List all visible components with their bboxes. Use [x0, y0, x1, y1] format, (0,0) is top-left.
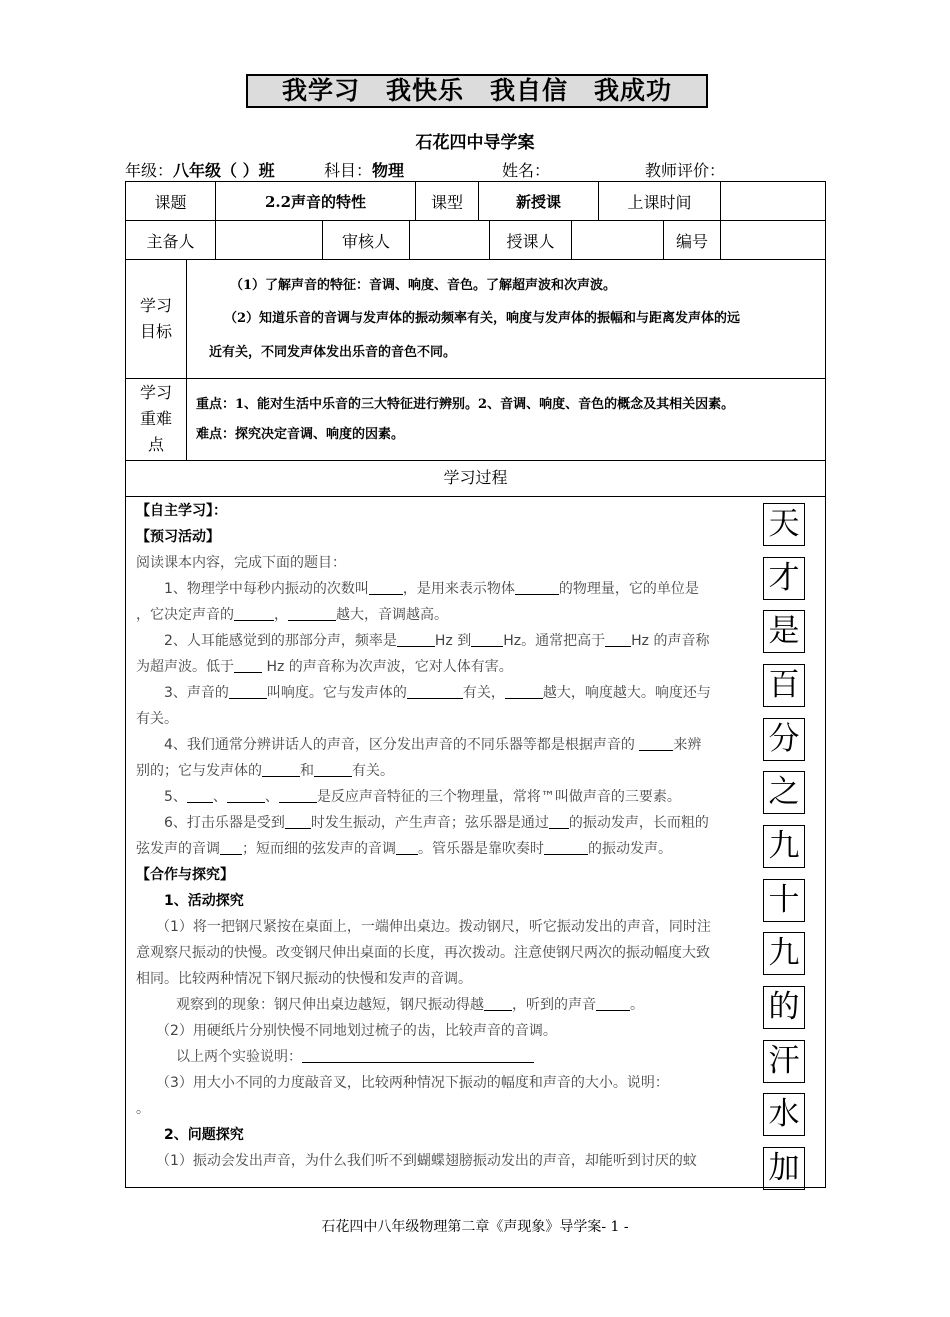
motto-banner: [246, 74, 708, 108]
blank[interactable]: [279, 787, 317, 803]
side-char: 九: [763, 825, 805, 868]
side-char: 之: [763, 771, 805, 814]
side-char: 才: [763, 557, 805, 600]
question-1b: ，它决定声音的 ， 越大，音调越高。: [136, 607, 448, 623]
meta-table-2: [125, 220, 826, 260]
blank[interactable]: [605, 631, 631, 647]
side-char: 百: [763, 664, 805, 707]
time-label: 上课时间: [599, 182, 721, 221]
keypoints-section: [125, 378, 826, 461]
question-6b: 弦发声的音调 ；短而细的弦发声的音调 。管乐器是靠吹奏时 的振动发声。: [136, 841, 672, 857]
side-char: 加: [763, 1147, 805, 1190]
preparer-value: [216, 221, 323, 260]
dot-line: 。: [136, 1101, 150, 1117]
question-5: 5、 、 、 是反应声音特征的三个物理量，常将™叫做声音的三要素。: [164, 789, 681, 805]
topic-label: 课题: [126, 182, 216, 221]
heading-problem: 2、问题探究: [164, 1127, 244, 1143]
blank[interactable]: [549, 813, 569, 829]
question-3b: 有关。: [136, 711, 178, 727]
blank[interactable]: [229, 683, 267, 699]
blank[interactable]: [639, 735, 673, 751]
experiment-1b: 意观察尺振动的快慢。改变钢尺伸出桌面的长度，再次拨动。注意使钢尺两次的振动幅度大致: [136, 945, 710, 961]
blank[interactable]: [234, 605, 274, 621]
keypoint-line-2: 难点：探究决定音调、响度的因素。: [196, 427, 405, 442]
blank[interactable]: [220, 839, 242, 855]
motto-3: 我自信: [490, 76, 569, 105]
reviewer-label: 审核人: [323, 221, 410, 260]
side-char: 汗: [763, 1040, 805, 1083]
blank[interactable]: [596, 995, 630, 1011]
side-char: 的: [763, 986, 805, 1029]
question-2a: 2、人耳能感觉到的那部分声，频率是 Hz 到 Hz。通常把高于 Hz 的声音称: [164, 633, 710, 649]
blank[interactable]: [285, 813, 311, 829]
process-title: 学习过程: [125, 460, 826, 497]
goal-line-2: （2）知道乐音的音调与发声体的振动频率有关，响度与发声体的振幅和与距离发声体的远: [224, 311, 741, 326]
type-label: 课型: [416, 182, 479, 221]
side-char: 天: [763, 503, 805, 546]
number-label: 编号: [664, 221, 721, 260]
keypoints-label: 学习重难点: [126, 378, 187, 460]
blank[interactable]: [471, 631, 503, 647]
motto-2: 我快乐: [385, 76, 464, 105]
goals-label: 学习目标: [126, 259, 187, 378]
blank[interactable]: [187, 787, 213, 803]
conclusion: 以上两个实验说明：: [136, 1044, 751, 1070]
subject-field: 科目：物理: [324, 161, 405, 180]
experiment-3: （3）用大小不同的力度敲音叉，比较两种情况下振动的幅度和声音的大小。说明：: [156, 1075, 669, 1091]
side-char: 九: [763, 932, 805, 975]
motto-4: 我成功: [594, 76, 673, 105]
blank[interactable]: [397, 631, 435, 647]
blank[interactable]: [314, 761, 352, 777]
blank[interactable]: [515, 579, 559, 595]
blank[interactable]: [396, 839, 418, 855]
question-1a: 1、物理学中每秒内振动的次数叫 ，是用来表示物体 的物理量，它的单位是: [164, 581, 699, 597]
preparer-label: 主备人: [126, 221, 216, 260]
time-value: [721, 182, 826, 221]
grade-field: 年级：八年级（ ）班: [125, 161, 275, 180]
question-6a: 6、打击乐器是受到 时发生振动，产生声音；弦乐器是通过 的振动发声，长而粗的: [164, 815, 709, 831]
question-2b: 为超声波。低于 Hz 的声音称为次声波，它对人体有害。: [136, 659, 513, 675]
school-title: 石花四中导学案: [415, 133, 535, 153]
experiment-2: （2）用硬纸片分别快慢不同地划过梳子的齿，比较声音的音调。: [156, 1023, 557, 1039]
blank[interactable]: [407, 683, 463, 699]
intro-text: 阅读课本内容，完成下面的题目：: [136, 555, 346, 571]
question-3a: 3、声音的 叫响度。它与发声体的 有关， 越大，响度越大。响度还与: [164, 685, 711, 701]
question-4b: 别的；它与发声体的 和 有关。: [136, 763, 394, 779]
lecturer-value: [572, 221, 664, 260]
type-value: 新授课: [479, 182, 599, 221]
name-field: 姓名：: [502, 161, 551, 180]
blank[interactable]: [544, 839, 588, 855]
heading-preview: 【预习活动】: [136, 529, 220, 545]
teacher-eval-field: 教师评价：: [645, 161, 726, 180]
process-body: [125, 496, 826, 1188]
blank[interactable]: [262, 761, 300, 777]
blank[interactable]: [288, 605, 336, 621]
side-char: 是: [763, 610, 805, 653]
topic-value: 2.2声音的特性: [216, 182, 416, 221]
page-footer: 石花四中八年级物理第二章《声现象》导学案- 1 -: [321, 1219, 629, 1235]
goal-line-3: 近有关，不同发声体发出乐音的音色不同。: [209, 345, 457, 360]
meta-table: [125, 181, 826, 221]
lecturer-label: 授课人: [490, 221, 572, 260]
heading-activity: 1、活动探究: [164, 893, 244, 909]
heading-cooperation: 【合作与探究】: [136, 867, 234, 883]
side-char: 水: [763, 1093, 805, 1136]
goals-section: [125, 259, 826, 379]
experiment-1a: （1）将一把钢尺紧按在桌面上，一端伸出桌边。拨动钢尺，听它振动发出的声音，同时注: [156, 919, 711, 935]
number-value: [721, 221, 826, 260]
problem-1: （1）振动会发出声音，为什么我们听不到蝴蝶翅膀振动发出的声音，却能听到讨厌的蚊: [156, 1153, 697, 1169]
keypoint-line-1: 重点：1、能对生活中乐音的三大特征进行辨别。2、音调、响度、音色的概念及其相关因素。: [196, 397, 735, 412]
question-4a: 4、我们通常分辨讲话人的声音，区分发出声音的不同乐器等都是根据声音的 来辨: [164, 737, 702, 753]
goal-line-1: （1）了解声音的特征：音调、响度、音色。了解超声波和次声波。: [230, 278, 617, 293]
heading-self-study: 【自主学习】：: [136, 503, 227, 519]
side-char: 十: [763, 879, 805, 922]
experiment-1c: 相同。比较两种情况下钢尺振动的快慢和发声的音调。: [136, 971, 472, 987]
process-content: [136, 498, 751, 1174]
blank[interactable]: [234, 657, 262, 673]
blank[interactable]: [369, 579, 403, 595]
reviewer-value: [410, 221, 490, 260]
blank[interactable]: [484, 995, 512, 1011]
blank[interactable]: [227, 787, 265, 803]
observation: 观察到的现象：钢尺伸出桌边越短，钢尺振动得越 ，听到的声音 。: [176, 997, 644, 1013]
motto-1: 我学习: [281, 76, 360, 105]
blank[interactable]: [302, 1047, 534, 1063]
blank[interactable]: [505, 683, 543, 699]
side-char: 分: [763, 718, 805, 761]
